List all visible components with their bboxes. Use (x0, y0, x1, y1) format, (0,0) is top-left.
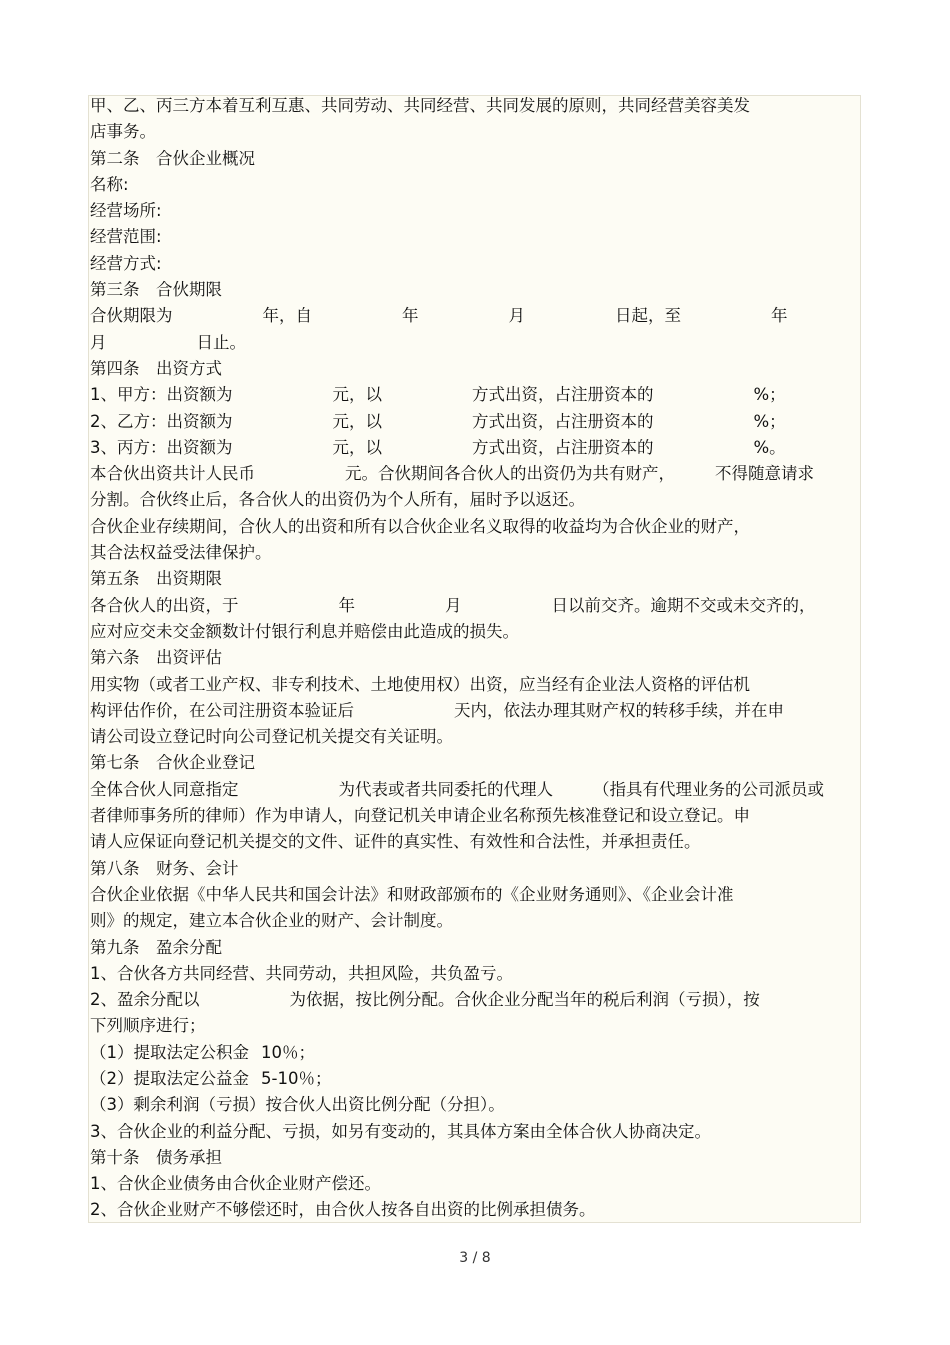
field-scope: 经营范围: (90, 227, 162, 247)
field-place: 经营场所: (90, 201, 162, 221)
article-6-title: 第六条 出资评估 (90, 648, 222, 668)
text-line: （3）剩余利润（亏损）按合伙人出资比例分配（分担）。 (90, 1095, 505, 1115)
text-line: 店事务。 (90, 122, 156, 142)
article-4-title: 第四条 出资方式 (90, 358, 222, 378)
text-line: 者律师事务所的律师）作为申请人，向登记机关申请企业名称预先核准登记和设立登记。申 (90, 806, 750, 826)
article-9-title: 第九条 盈余分配 (90, 937, 222, 957)
text-line: 本合伙出资共计人民币 元。合伙期间各合伙人的出资仍为共有财产， 不得随意请求 (90, 464, 814, 484)
article-10-title: 第十条 债务承担 (90, 1147, 222, 1167)
field-name: 名称: (90, 174, 129, 194)
text-line: 下列顺序进行； (90, 1016, 206, 1036)
text-line: 全体合伙人同意指定 为代表或者共同委托的代理人 （指具有代理业务的公司派员或 (90, 779, 824, 799)
article-7-title: 第七条 合伙企业登记 (90, 753, 255, 773)
text-line: 3、合伙企业的利益分配、亏损，如另有变动的，其具体方案由全体合伙人协商决定。 (90, 1121, 711, 1141)
article-2-title: 第二条 合伙企业概况 (90, 148, 255, 168)
article-5-title: 第五条 出资期限 (90, 569, 222, 589)
text-line: 合伙期限为 年，自 年 月 日起，至 年 (90, 306, 788, 326)
text-line: 用实物（或者工业产权、非专利技术、土地使用权）出资，应当经有企业法人资格的评估机 (90, 674, 750, 694)
text-line: 分割。合伙终止后，各合伙人的出资仍为个人所有，届时予以返还。 (90, 490, 585, 510)
contribution-yi: 2、乙方：出资额为 元，以 方式出资，占注册资本的 %； (90, 411, 786, 431)
text-line: 1、合伙企业债务由合伙企业财产偿还。 (90, 1174, 381, 1194)
text-line: 其合法权益受法律保护。 (90, 543, 272, 563)
text-line: （1）提取法定公积金 10％； (90, 1042, 315, 1062)
document-body (90, 93, 860, 1224)
text-line: 1、合伙各方共同经营、共同劳动，共担风险，共负盈亏。 (90, 963, 513, 983)
text-line: 应对应交未交金额数计付银行利息并赔偿由此造成的损失。 (90, 621, 519, 641)
text-line: 甲、乙、丙三方本着互利互惠、共同劳动、共同经营、共同发展的原则，共同经营美容美发 (90, 96, 750, 115)
page-number: 3 / 8 (459, 1250, 491, 1266)
text-line: 2、合伙企业财产不够偿还时，由合伙人按各自出资的比例承担债务。 (90, 1200, 596, 1220)
text-line: （2）提取法定公益金 5-10％； (90, 1068, 332, 1088)
field-mode: 经营方式: (90, 253, 162, 273)
article-3-title: 第三条 合伙期限 (90, 280, 222, 300)
text-line: 各合伙人的出资，于 年 月 日以前交齐。逾期不交或未交齐的， (90, 595, 816, 615)
text-line: 请公司设立登记时向公司登记机关提交有关证明。 (90, 727, 453, 747)
article-8-title: 第八条 财务、会计 (90, 858, 239, 878)
contribution-bing: 3、丙方：出资额为 元，以 方式出资，占注册资本的 %。 (90, 437, 786, 457)
text-line: 则》的规定，建立本合伙企业的财产、会计制度。 (90, 911, 453, 931)
text-line: 2、盈余分配以 为依据，按比例分配。合伙企业分配当年的税后利润（亏损），按 (90, 990, 760, 1010)
text-line: 合伙企业依据《中华人民共和国会计法》和财政部颁布的《企业财务通则》、《企业会计准 (90, 884, 734, 904)
contribution-jia: 1、甲方：出资额为 元，以 方式出资，占注册资本的 %； (90, 385, 786, 405)
text-line: 月 日止。 (90, 332, 246, 352)
text-line: 请人应保证向登记机关提交的文件、证件的真实性、有效性和合法性，并承担责任。 (90, 832, 701, 852)
text-line: 构评估作价，在公司注册资本验证后 天内，依法办理其财产权的转移手续，并在申 (90, 700, 784, 720)
text-line: 合伙企业存续期间，合伙人的出资和所有以合伙企业名义取得的收益均为合伙企业的财产， (90, 516, 750, 536)
